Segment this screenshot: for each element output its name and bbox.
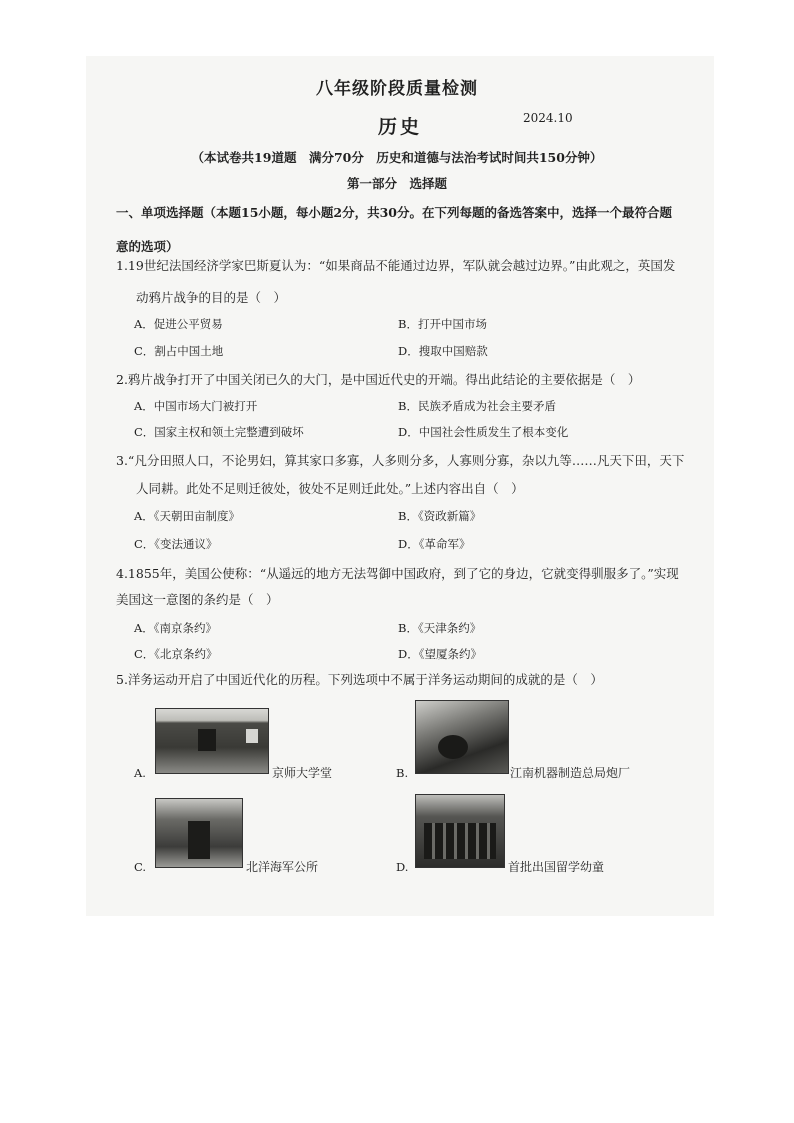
exam-date: 2024.10 [523, 111, 573, 125]
exam-info: （本试卷共19道题 满分70分 历史和道德与法治考试时间共150分钟） [191, 150, 603, 165]
subject-title: 历史 [378, 116, 423, 138]
question-4-option-d[interactable]: D．《望厦条约》 [398, 647, 482, 661]
exam-title: 八年级阶段质量检测 [316, 79, 478, 99]
question-3-stem: 3.“凡分田照人口，不论男妇，算其家口多寡，人多则分多，人寡则分寡，杂以九等……凡天下田，天下 [116, 453, 685, 468]
beiyang-navy-office-photo [155, 798, 243, 868]
question-5-caption-c: 北洋海军公所 [246, 860, 319, 874]
question-5-option-a[interactable]: A. [134, 766, 146, 780]
question-2-option-d[interactable]: D．中国社会性质发生了根本变化 [398, 425, 569, 439]
question-1-stem-cont: 动鸦片战争的目的是（ ） [136, 290, 287, 305]
question-5-caption-b: 江南机器制造总局炮厂 [510, 766, 631, 780]
question-5-caption-d: 首批出国留学幼童 [508, 860, 605, 874]
question-3-option-c[interactable]: C．《变法通议》 [134, 537, 218, 551]
question-4-stem-cont: 美国这一意图的条约是（ ） [116, 592, 279, 607]
question-4-option-a[interactable]: A．《南京条约》 [134, 621, 218, 635]
question-2-option-c[interactable]: C．国家主权和领土完整遭到破坏 [134, 425, 304, 439]
question-3-option-b[interactable]: B．《资政新篇》 [398, 509, 482, 523]
part-heading: 第一部分 选择题 [346, 176, 447, 191]
question-1-option-c[interactable]: C．割占中国土地 [134, 344, 224, 358]
jingshi-daxuetang-photo [155, 708, 269, 774]
question-2-option-b[interactable]: B．民族矛盾成为社会主要矛盾 [398, 399, 556, 413]
question-4-option-b[interactable]: B．《天津条约》 [398, 621, 482, 635]
question-1-option-d[interactable]: D．搜取中国赔款 [398, 344, 488, 358]
question-5-stem: 5.洋务运动开启了中国近代化的历程。下列选项中不属于洋务运动期间的成就的是（ ） [116, 672, 603, 687]
question-3-option-d[interactable]: D．《革命军》 [398, 537, 471, 551]
question-5-option-b[interactable]: B. [396, 766, 409, 780]
question-5-caption-a: 京师大学堂 [272, 766, 333, 780]
question-3-option-a[interactable]: A．《天朝田亩制度》 [134, 509, 241, 523]
study-abroad-boys-photo [415, 794, 505, 868]
question-1-option-b[interactable]: B．打开中国市场 [398, 317, 487, 331]
question-1-stem: 1.19世纪法国经济学家巴斯夏认为：“如果商品不能通过边界，军队就会越过边界。”由此观之，英国发 [116, 258, 676, 273]
question-1-option-a[interactable]: A．促进公平贸易 [134, 317, 223, 331]
question-2-option-a[interactable]: A．中国市场大门被打开 [134, 399, 258, 413]
question-2-stem: 2.鸦片战争打开了中国关闭已久的大门，是中国近代史的开端。得出此结论的主要依据是（ ） [116, 372, 641, 387]
section-heading: 一、单项选择题（本题15小题，每小题2分，共30分。在下列每题的备选答案中，选择一个最符合题意的选项） [116, 205, 672, 254]
question-5-option-c[interactable]: C. [134, 860, 147, 874]
jiangnan-arsenal-photo [415, 700, 509, 774]
question-4-stem: 4.1855年，美国公使称：“从遥远的地方无法驾御中国政府，到了它的身边，它就变得驯服多了。”实现 [116, 566, 679, 581]
question-3-stem-cont: 人同耕。此处不足则迁彼处，彼处不足则迁此处。”上述内容出自（ ） [136, 481, 524, 496]
question-5-option-d[interactable]: D. [396, 860, 409, 874]
question-4-option-c[interactable]: C．《北京条约》 [134, 647, 218, 661]
